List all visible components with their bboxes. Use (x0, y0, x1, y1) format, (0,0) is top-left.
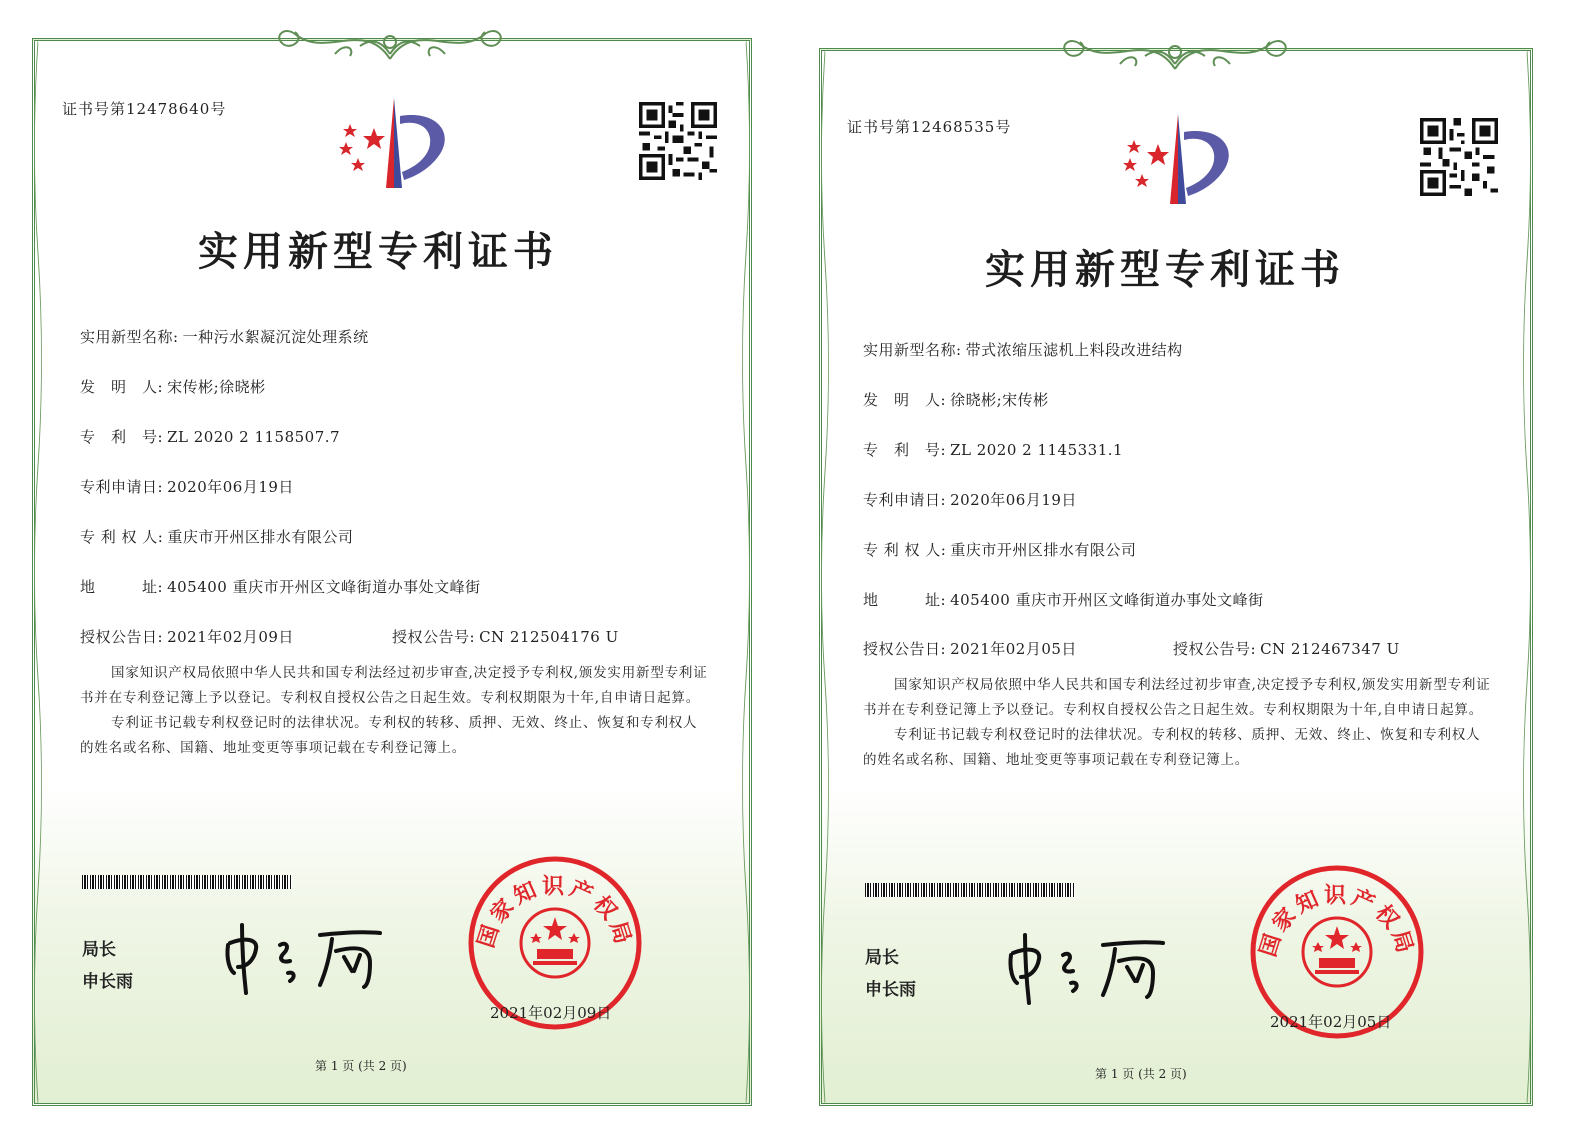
director-signature (1003, 925, 1183, 1005)
field-utility-model-name (80, 326, 369, 347)
statement-paragraph-1: 国家知识产权局依照中华人民共和国专利法经过初步审查,决定授予专利权,颁发实用新型专利证书并在专利登记簿上予以登记。专利权自授权公告之日起生效。专利权期限为十年,自申请日起算。 (80, 665, 708, 706)
certificate-title: 实用新型专利证书 (198, 229, 558, 275)
right-border-ornament (1518, 51, 1536, 1103)
field-value: 405400 重庆市开州区文峰街道办事处文峰街 (167, 578, 481, 596)
field-grant-date (863, 638, 1077, 659)
field-value: 徐晓彬;宋传彬 (950, 391, 1049, 409)
field-value: CN 212467347 U (1260, 640, 1400, 658)
left-border-ornament (29, 41, 47, 1103)
field-utility-model-name (863, 339, 1183, 360)
field-label: 发 明 人: (863, 391, 947, 409)
certificate-statement (80, 661, 710, 761)
statement-paragraph-2: 专利证书记载专利权登记时的法律状况。专利权的转移、质押、无效、终止、恢复和专利权人的姓名或名称、国籍、地址变更等事项记载在专利登记簿上。 (863, 727, 1481, 768)
field-label: 专 利 权 人: (863, 541, 947, 559)
field-patent-number (80, 426, 340, 447)
top-floral-crest (265, 14, 515, 64)
field-inventor (863, 389, 1049, 410)
certificate-left (0, 0, 775, 1125)
director-name: 申长雨 (865, 980, 916, 1000)
field-label: 专 利 号: (80, 428, 164, 446)
certificate-right (815, 0, 1592, 1125)
field-value: 2020年06月19日 (167, 478, 294, 496)
patent-office-logo (328, 92, 454, 190)
field-label: 授权公告日: (80, 628, 164, 646)
field-label: 专利申请日: (80, 478, 164, 496)
seal-text: 国家知识产权局 (473, 874, 637, 951)
field-value: 重庆市开州区排水有限公司 (950, 541, 1137, 559)
field-value: 带式浓缩压滤机上料段改进结构 (965, 341, 1183, 359)
seal-date: 2021年02月09日 (490, 1004, 612, 1022)
field-address (863, 589, 1264, 610)
field-value: ZL 2020 2 1158507.7 (167, 428, 341, 446)
seal-text: 国家知识产权局 (1255, 883, 1419, 960)
field-patentee (80, 526, 353, 547)
field-patent-number (863, 439, 1123, 460)
field-label: 专 利 号: (863, 441, 947, 459)
field-label: 专 利 权 人: (80, 528, 164, 546)
page-number: 第 1 页 (共 2 页) (315, 1059, 407, 1073)
page-number: 第 1 页 (共 2 页) (1095, 1067, 1187, 1081)
seal-date: 2021年02月05日 (1270, 1013, 1392, 1031)
certificate-number: 证书号第12478640号 (62, 100, 227, 118)
field-label: 实用新型名称: (80, 328, 179, 346)
certificate-number: 证书号第12468535号 (847, 118, 1012, 136)
field-label: 地 址: (80, 578, 164, 596)
field-application-date (80, 476, 294, 497)
field-application-date (863, 489, 1077, 510)
right-border-ornament (737, 41, 755, 1103)
field-value: 重庆市开州区排水有限公司 (167, 528, 354, 546)
qr-code (1420, 118, 1498, 196)
certificate-title: 实用新型专利证书 (985, 247, 1345, 293)
director-name: 申长雨 (82, 972, 133, 992)
director-signature (220, 915, 400, 995)
patent-office-logo (1112, 108, 1238, 206)
field-value: 2021年02月05日 (950, 640, 1077, 658)
field-label: 实用新型名称: (863, 341, 962, 359)
barcode (865, 883, 1075, 897)
statement-paragraph-2: 专利证书记载专利权登记时的法律状况。专利权的转移、质押、无效、终止、恢复和专利权人的姓名或名称、国籍、地址变更等事项记载在专利登记簿上。 (80, 715, 698, 756)
field-value: CN 212504176 U (479, 628, 619, 646)
field-value: 宋传彬;徐晓彬 (167, 378, 266, 396)
certificate-statement (863, 673, 1493, 773)
statement-paragraph-1: 国家知识产权局依照中华人民共和国专利法经过初步审查,决定授予专利权,颁发实用新型专利证书并在专利登记簿上予以登记。专利权自授权公告之日起生效。专利权期限为十年,自申请日起算。 (863, 677, 1491, 718)
director-title: 局长 (82, 940, 116, 960)
field-address (80, 576, 481, 597)
field-label: 地 址: (863, 591, 947, 609)
qr-code (639, 102, 717, 180)
field-grant-publication-number (392, 626, 619, 647)
director-title: 局长 (865, 948, 899, 968)
director-block (865, 942, 916, 1006)
field-label: 专利申请日: (863, 491, 947, 509)
barcode (82, 875, 292, 889)
left-border-ornament (816, 51, 834, 1103)
field-value: ZL 2020 2 1145331.1 (950, 441, 1124, 459)
director-block (82, 934, 133, 998)
field-grant-publication-number (1173, 638, 1400, 659)
svg-text:国家知识产权局 (474, 874, 636, 950)
field-value: 405400 重庆市开州区文峰街道办事处文峰街 (950, 591, 1264, 609)
field-label: 授权公告日: (863, 640, 947, 658)
top-floral-crest (1050, 24, 1300, 74)
field-label: 授权公告号: (1173, 640, 1257, 658)
field-patentee (863, 539, 1136, 560)
svg-text:国家知识产权局 (1256, 883, 1418, 959)
field-value: 一种污水絮凝沉淀处理系统 (182, 328, 369, 346)
field-value: 2020年06月19日 (950, 491, 1077, 509)
field-label: 发 明 人: (80, 378, 164, 396)
field-grant-date (80, 626, 294, 647)
field-label: 授权公告号: (392, 628, 476, 646)
field-value: 2021年02月09日 (167, 628, 294, 646)
field-inventor (80, 376, 266, 397)
